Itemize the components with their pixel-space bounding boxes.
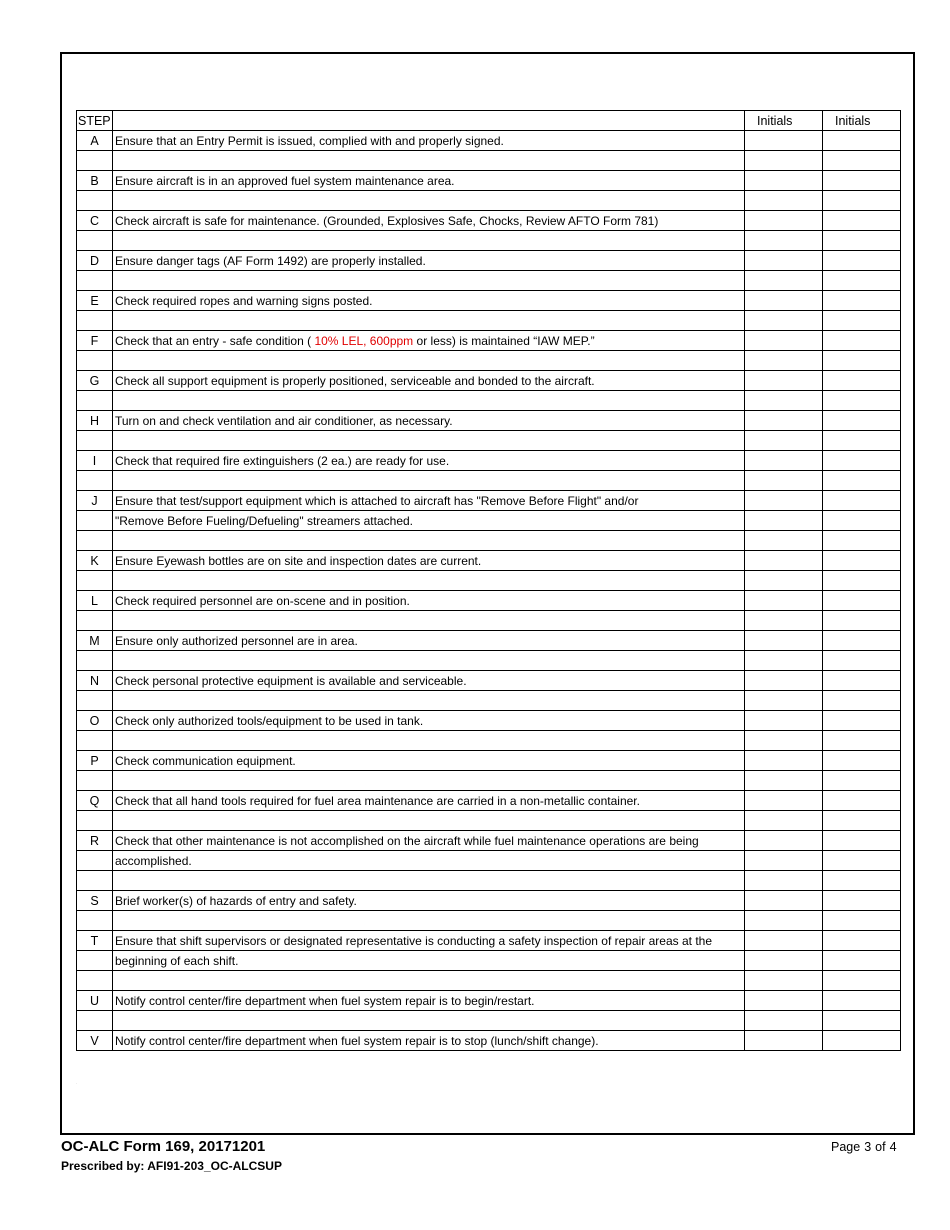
step-row-r [77,851,901,871]
initials-cell-1[interactable] [745,431,823,451]
initials-cell-2[interactable] [823,431,901,451]
initials-cell-2[interactable] [823,271,901,291]
initials-cell-2[interactable] [823,491,901,511]
spacer-description-cell [113,611,745,631]
step-letter: N [77,671,113,691]
spacer-description-cell [113,231,745,251]
initials-cell-1[interactable] [745,311,823,331]
step-row-t [77,951,901,971]
initials-cell-2[interactable] [823,131,901,151]
initials-header-1: Initials [745,111,823,131]
initials-cell-2[interactable] [823,551,901,571]
initials-cell-1[interactable] [745,691,823,711]
step-description: Check personal protective equipment is available and serviceable. [113,671,745,691]
initials-cell-1[interactable] [745,171,823,191]
initials-cell-1[interactable] [745,611,823,631]
initials-cell-2[interactable] [823,471,901,491]
spacer-description-cell [113,351,745,371]
initials-cell-1[interactable] [745,211,823,231]
initials-cell-2[interactable] [823,311,901,331]
initials-cell-2[interactable] [823,591,901,611]
step-description: Check required personnel are on-scene and in position. [113,591,745,611]
spacer-step-cell [77,191,113,211]
initials-cell-2[interactable] [823,991,901,1011]
step-letter: U [77,991,113,1011]
initials-cell-1[interactable] [745,511,823,531]
step-description [113,331,745,351]
initials-cell-1[interactable] [745,811,823,831]
spacer-step-cell [77,531,113,551]
step-header: STEP [77,111,113,131]
step-description: accomplished. [113,851,745,871]
spacer-step-cell [77,731,113,751]
initials-cell-1[interactable] [745,631,823,651]
spacer-step-cell [77,271,113,291]
initials-cell-2[interactable] [823,611,901,631]
initials-cell-2[interactable] [823,631,901,651]
initials-cell-2[interactable] [823,891,901,911]
initials-cell-2[interactable] [823,171,901,191]
step-row-q [77,791,901,811]
spacer-step-cell [77,811,113,831]
step-description: Notify control center/fire department when fuel system repair is to stop (lunch/shift change). [113,1031,745,1051]
spacer-row [77,431,901,451]
spacer-description-cell [113,1011,745,1031]
initials-cell-1[interactable] [745,451,823,471]
initials-cell-1[interactable] [745,791,823,811]
spacer-description-cell [113,311,745,331]
step-row-d [77,251,901,271]
form-title: OC-ALC Form 169, 20171201 [61,1138,266,1155]
initials-cell-1[interactable] [745,151,823,171]
spacer-description-cell [113,531,745,551]
step-description: Ensure that test/support equipment which is attached to aircraft has "Remove Before Flight" and/or [113,491,745,511]
step-letter: E [77,291,113,311]
initials-cell-2[interactable] [823,671,901,691]
initials-cell-2[interactable] [823,771,901,791]
step-letter: O [77,711,113,731]
step-description: beginning of each shift. [113,951,745,971]
initials-cell-1[interactable] [745,731,823,751]
step-description: Check that other maintenance is not accomplished on the aircraft while fuel maintenance operations are being [113,831,745,851]
initials-cell-1[interactable] [745,931,823,951]
initials-cell-2[interactable] [823,871,901,891]
step-row-a [77,131,901,151]
initials-cell-1[interactable] [745,711,823,731]
initials-cell-2[interactable] [823,731,901,751]
initials-cell-2[interactable] [823,971,901,991]
initials-cell-1[interactable] [745,971,823,991]
initials-cell-1[interactable] [745,331,823,351]
step-row-e [77,291,901,311]
spacer-row [77,611,901,631]
spacer-row [77,391,901,411]
step-row-s [77,891,901,911]
step-letter: Q [77,791,113,811]
initials-cell-1[interactable] [745,771,823,791]
spacer-description-cell [113,271,745,291]
step-row-t [77,931,901,951]
initials-cell-1[interactable] [745,1031,823,1051]
initials-cell-2[interactable] [823,351,901,371]
initials-cell-1[interactable] [745,371,823,391]
step-letter: T [77,931,113,951]
spacer-step-cell [77,571,113,591]
spacer-row [77,311,901,331]
checklist-rows [77,131,901,1051]
step-description: Ensure that an Entry Permit is issued, complied with and properly signed. [113,131,745,151]
initials-cell-2[interactable] [823,411,901,431]
spacer-row [77,871,901,891]
page-number [831,1140,901,1154]
initials-cell-1[interactable] [745,1011,823,1031]
step-row-i [77,451,901,471]
initials-cell-1[interactable] [745,251,823,271]
initials-cell-2[interactable] [823,831,901,851]
spacer-step-cell [77,351,113,371]
step-description: Check that required fire extinguishers (2 ea.) are ready for use. [113,451,745,471]
initials-cell-2[interactable] [823,391,901,411]
initials-cell-1[interactable] [745,751,823,771]
initials-cell-2[interactable] [823,851,901,871]
initials-header-2: Initials [823,111,901,131]
description-part-after: or less) is maintained “IAW MEP.” [413,333,595,348]
spacer-row [77,571,901,591]
step-description: Brief worker(s) of hazards of entry and safety. [113,891,745,911]
spacer-row [77,151,901,171]
spacer-description-cell [113,771,745,791]
spacer-step-cell [77,871,113,891]
initials-cell-2[interactable] [823,191,901,211]
initials-cell-1[interactable] [745,551,823,571]
description-part-before: Check that an entry - safe condition ( [115,333,315,348]
step-row-o [77,711,901,731]
step-letter: K [77,551,113,571]
spacer-row [77,271,901,291]
step-row-k [77,551,901,571]
initials-cell-1[interactable] [745,831,823,851]
initials-cell-1[interactable] [745,471,823,491]
step-letter: B [77,171,113,191]
step-row-b [77,171,901,191]
step-letter: A [77,131,113,151]
step-row-f [77,331,901,351]
initials-cell-2[interactable] [823,751,901,771]
step-description: Ensure danger tags (AF Form 1492) are properly installed. [113,251,745,271]
spacer-row [77,231,901,251]
initials-cell-1[interactable] [745,851,823,871]
initials-cell-1[interactable] [745,131,823,151]
initials-cell-1[interactable] [745,571,823,591]
step-letter: S [77,891,113,911]
step-row-u [77,991,901,1011]
spacer-description-cell [113,431,745,451]
step-letter: F [77,331,113,351]
initials-cell-1[interactable] [745,411,823,431]
spacer-row [77,531,901,551]
spacer-row [77,971,901,991]
initials-cell-1[interactable] [745,651,823,671]
description-header [113,111,745,131]
page-current: 3 [864,1140,872,1154]
spacer-row [77,911,901,931]
description-part-highlight: 10% LEL, 600ppm [314,333,414,348]
initials-cell-2[interactable] [823,231,901,251]
step-letter: I [77,451,113,471]
initials-cell-2[interactable] [823,151,901,171]
step-letter: G [77,371,113,391]
step-row-g [77,371,901,391]
step-description: "Remove Before Fueling/Defueling" streamers attached. [113,511,745,531]
spacer-step-cell [77,611,113,631]
initials-cell-2[interactable] [823,1031,901,1051]
initials-cell-1[interactable] [745,231,823,251]
spacer-description-cell [113,911,745,931]
spacer-row [77,691,901,711]
step-row-j [77,491,901,511]
initials-cell-2[interactable] [823,291,901,311]
step-description: Ensure Eyewash bottles are on site and inspection dates are current. [113,551,745,571]
spacer-step-cell [77,471,113,491]
spacer-step-cell [77,911,113,931]
prescribed-by: Prescribed by: AFI91-203_OC-ALCSUP [61,1159,282,1173]
initials-cell-2[interactable] [823,911,901,931]
spacer-description-cell [113,151,745,171]
step-letter: J [77,491,113,511]
initials-cell-1[interactable] [745,911,823,931]
page-of: of [875,1140,886,1154]
spacer-step-cell [77,971,113,991]
spacer-row [77,1011,901,1031]
initials-cell-1[interactable] [745,491,823,511]
step-letter: D [77,251,113,271]
spacer-row [77,771,901,791]
step-row-n [77,671,901,691]
spacer-step-cell [77,771,113,791]
initials-cell-2[interactable] [823,811,901,831]
checklist-table [76,110,901,1051]
initials-cell-1[interactable] [745,531,823,551]
step-letter: L [77,591,113,611]
initials-cell-2[interactable] [823,691,901,711]
initials-cell-2[interactable] [823,451,901,471]
step-letter: M [77,631,113,651]
step-row-v [77,1031,901,1051]
initials-cell-1[interactable] [745,891,823,911]
initials-cell-1[interactable] [745,591,823,611]
initials-cell-1[interactable] [745,671,823,691]
initials-cell-2[interactable] [823,1011,901,1031]
initials-cell-2[interactable] [823,791,901,811]
step-row-p [77,751,901,771]
step-description: Turn on and check ventilation and air conditioner, as necessary. [113,411,745,431]
initials-cell-2[interactable] [823,211,901,231]
spacer-row [77,651,901,671]
spacer-description-cell [113,571,745,591]
step-letter: C [77,211,113,231]
initials-cell-2[interactable] [823,511,901,531]
spacer-step-cell [77,691,113,711]
initials-cell-1[interactable] [745,391,823,411]
initials-cell-1[interactable] [745,271,823,291]
step-letter [77,511,113,531]
spacer-row [77,811,901,831]
page-total: 4 [889,1140,897,1154]
step-description: Ensure aircraft is in an approved fuel system maintenance area. [113,171,745,191]
initials-cell-2[interactable] [823,951,901,971]
spacer-row [77,191,901,211]
spacer-description-cell [113,971,745,991]
step-letter [77,951,113,971]
step-letter: R [77,831,113,851]
step-row-l [77,591,901,611]
spacer-description-cell [113,811,745,831]
spacer-description-cell [113,731,745,751]
initials-cell-1[interactable] [745,191,823,211]
initials-cell-2[interactable] [823,531,901,551]
step-letter: H [77,411,113,431]
stray-mark: . [76,1080,78,1085]
initials-cell-1[interactable] [745,871,823,891]
initials-cell-2[interactable] [823,371,901,391]
spacer-row [77,471,901,491]
header-row [77,111,901,131]
initials-cell-2[interactable] [823,251,901,271]
spacer-description-cell [113,391,745,411]
spacer-description-cell [113,471,745,491]
initials-cell-1[interactable] [745,991,823,1011]
step-row-j [77,511,901,531]
spacer-description-cell [113,691,745,711]
step-description: Ensure that shift supervisors or designated representative is conducting a safety inspection of repair areas at the [113,931,745,951]
spacer-row [77,731,901,751]
step-description: Check that all hand tools required for fuel area maintenance are carried in a non-metallic container. [113,791,745,811]
spacer-step-cell [77,151,113,171]
spacer-step-cell [77,391,113,411]
step-description: Check aircraft is safe for maintenance. (Grounded, Explosives Safe, Chocks, Review AFTO Form 781) [113,211,745,231]
initials-cell-1[interactable] [745,351,823,371]
initials-cell-1[interactable] [745,291,823,311]
step-row-r [77,831,901,851]
step-row-h [77,411,901,431]
step-description: Ensure only authorized personnel are in area. [113,631,745,651]
spacer-description-cell [113,191,745,211]
spacer-description-cell [113,871,745,891]
step-description: Check communication equipment. [113,751,745,771]
step-description: Check required ropes and warning signs posted. [113,291,745,311]
step-description: Check all support equipment is properly positioned, serviceable and bonded to the aircraft. [113,371,745,391]
initials-cell-2[interactable] [823,571,901,591]
step-letter: P [77,751,113,771]
initials-cell-2[interactable] [823,931,901,951]
page-label: Page [831,1140,861,1154]
initials-cell-2[interactable] [823,651,901,671]
spacer-step-cell [77,311,113,331]
step-row-m [77,631,901,651]
step-letter: V [77,1031,113,1051]
initials-cell-2[interactable] [823,331,901,351]
step-row-c [77,211,901,231]
initials-cell-1[interactable] [745,951,823,971]
initials-cell-2[interactable] [823,711,901,731]
spacer-step-cell [77,651,113,671]
step-description: Notify control center/fire department when fuel system repair is to begin/restart. [113,991,745,1011]
spacer-step-cell [77,431,113,451]
spacer-row [77,351,901,371]
step-letter [77,851,113,871]
spacer-step-cell [77,1011,113,1031]
step-description: Check only authorized tools/equipment to be used in tank. [113,711,745,731]
spacer-description-cell [113,651,745,671]
spacer-step-cell [77,231,113,251]
